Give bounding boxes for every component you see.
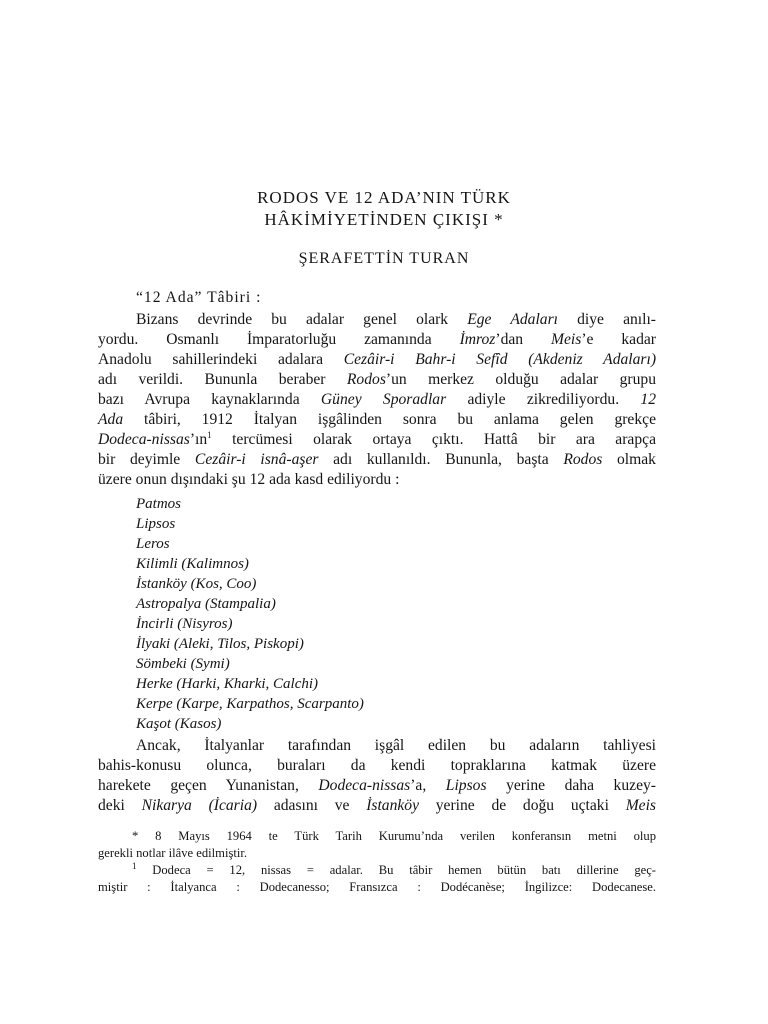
island-list-item: Leros <box>136 536 170 552</box>
footnote-1: $^1$ Dodeca = 12, nissas = adalar. Bu tâbir hemen bütün batı dillerine geç- <box>132 860 656 877</box>
paragraph-line: Ada tâbiri, 1912 İtalyan işgâlinden sonra bu anlama gelen grekçe <box>98 411 656 428</box>
paragraph-line: üzere onun dışındaki şu 12 ada kasd ediliyordu : <box>98 471 400 488</box>
footnote-ref: 1 <box>207 429 212 440</box>
author-name: ŞERAFETTİN TURAN <box>298 250 470 267</box>
footnote-1-continued: miştir : İtalyanca : Dodecanesso; Fransızca : Dodécanèse; İngilizce: Dodecanese. <box>98 880 656 894</box>
paragraph-line: Bizans devrinde bu adalar genel olark Ege Adaları diye anılı- <box>136 311 656 328</box>
paragraph-line: Dodeca-$nissas’ın^1$ tercümesi olarak ortaya çıktı. Hattâ bir ara arapça <box>98 429 656 448</box>
island-list-item: Kilimli (Kalimnos) <box>136 556 249 572</box>
island-list-item: Sömbeki (Symi) <box>136 656 230 672</box>
article-title-line-2: HÂKİMİYETİNDEN ÇIKIŞI * <box>264 210 504 229</box>
island-list-item: Astropalya (Stampalia) <box>136 596 276 612</box>
paragraph-line: Anadolu sahillerindeki adalara Cezâir-i Bahr-i Sefîd (Akdeniz Adaları) <box>98 351 657 368</box>
island-list-item: Kaşot (Kasos) <box>136 716 222 732</box>
footnote-star-continued: gerekli notlar ilâve edilmiştir. <box>98 846 247 860</box>
paragraph-line: harekete geçen Yunanistan, Dodeca-nissas’a, Lipsos yerine daha kuzey- <box>98 777 656 794</box>
island-list-item: Lipsos <box>136 516 176 532</box>
paragraph-line: bahis-konusu olunca, buraları da kendi topraklarına katmak üzere <box>98 757 656 774</box>
paragraph-line: bir deyimle Cezâir-i isnâ-aşer adı kullanıldı. Bununla, başta Rodos olmak <box>98 451 656 468</box>
island-list-item: Patmos <box>136 496 181 512</box>
paragraph-line: yordu. Osmanlı İmparatorluğu zamanında İmroz’dan Meis’e kadar <box>98 331 656 348</box>
section-subheading: “12 Ada” Tâbiri : <box>136 289 262 306</box>
island-list-item: İlyaki (Aleki, Tilos, Piskopi) <box>136 636 304 652</box>
footnote-number: 1 <box>132 860 137 871</box>
article-title-line-1: RODOS VE 12 ADA’NIN TÜRK <box>257 188 511 207</box>
paragraph-line: bazı Avrupa kaynaklarında Güney Sporadlar adiyle zikrediliyordu. 12 <box>98 391 656 408</box>
island-list-item: Herke (Harki, Kharki, Calchi) <box>136 676 319 692</box>
footnote-star: * 8 Mayıs 1964 te Türk Tarih Kurumu’nda verilen konferansın metni olup <box>132 829 656 843</box>
paragraph-line: deki Nikarya (İcaria) adasını ve İstanköy yerine de doğu uçtaki Meis <box>98 797 656 814</box>
island-list-item: İstanköy (Kos, Coo) <box>136 576 257 592</box>
island-list-item: İncirli (Nisyros) <box>136 616 233 632</box>
paragraph-line: Ancak, İtalyanlar tarafından işgâl edilen bu adaların tahliyesi <box>136 737 656 754</box>
paragraph-line: adı verildi. Bununla beraber Rodos’un merkez olduğu adalar grupu <box>98 371 656 388</box>
island-list-item: Kerpe (Karpe, Karpathos, Scarpanto) <box>136 696 364 712</box>
